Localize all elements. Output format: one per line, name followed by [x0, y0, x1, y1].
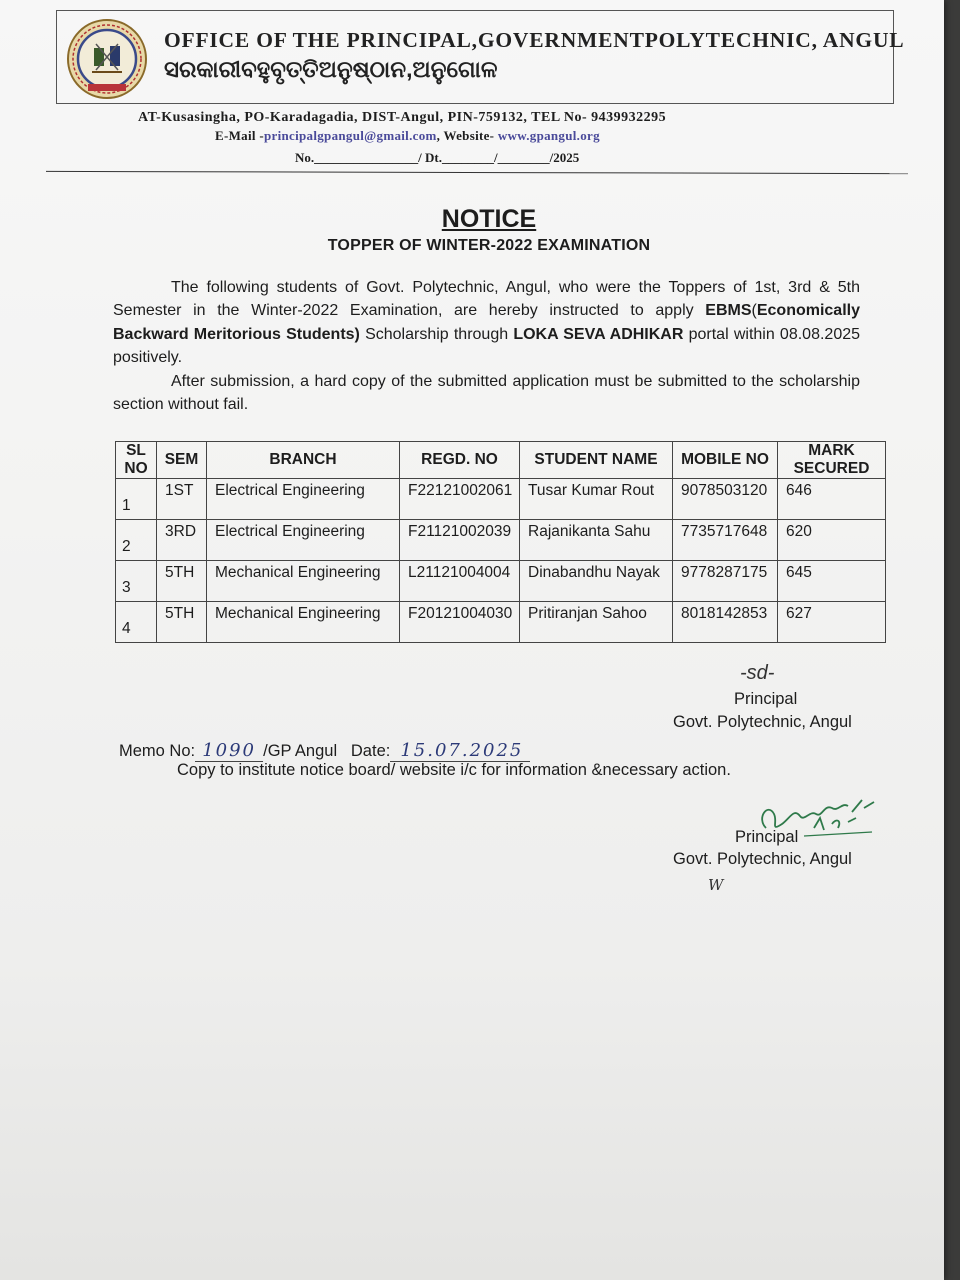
- notice-paragraph-2: [113, 370, 860, 417]
- copy-to-line: Copy to institute notice board/ website i/c for information &necessary action.: [177, 761, 731, 779]
- para1-text-2: Scholarship through: [359, 325, 514, 343]
- cell-branch: Mechanical Engineering: [207, 602, 400, 643]
- cell-mark: 646: [778, 479, 886, 520]
- principal-institution-2: Govt. Polytechnic, Angul: [673, 850, 852, 868]
- cell-student-name: Pritiranjan Sahoo: [520, 602, 673, 643]
- table-row: [116, 602, 886, 643]
- cell-student-name: Tusar Kumar Rout: [520, 479, 673, 520]
- col-regd: REGD. NO: [400, 442, 520, 479]
- cell-branch: Electrical Engineering: [207, 479, 400, 520]
- cell-sem: 5TH: [157, 561, 207, 602]
- contact-line: [215, 128, 600, 144]
- principal-institution: Govt. Polytechnic, Angul: [673, 713, 852, 731]
- cell-regd: F22121002061: [400, 479, 520, 520]
- para1-paren: (: [751, 302, 757, 320]
- col-mark: MARK SECURED: [778, 442, 886, 479]
- principal-designation-2: Principal: [735, 828, 799, 846]
- cell-sl: 1: [116, 479, 157, 520]
- ebms-text: EBMS: [705, 302, 752, 320]
- memo-line: [119, 740, 530, 762]
- header-divider: [46, 171, 908, 174]
- cell-regd: L21121004004: [400, 561, 520, 602]
- memo-date-label: Date:: [350, 742, 391, 760]
- cell-sem: 5TH: [157, 602, 207, 643]
- website-label: , Website-: [436, 128, 495, 143]
- para1-text-3: portal within 08.08.2025 positively.: [113, 325, 861, 366]
- memo-suffix: /GP Angul: [263, 742, 338, 760]
- col-mobile: MOBILE NO: [673, 442, 778, 479]
- memo-date: 15.07.2025: [390, 740, 530, 762]
- table-row: [116, 479, 886, 520]
- email-link[interactable]: principalgpangul@gmail.com: [263, 128, 437, 143]
- cell-student-name: Rajanikanta Sahu: [520, 520, 673, 561]
- notice-paragraph-1: [113, 276, 860, 369]
- cell-regd: F20121004030: [400, 602, 520, 643]
- cell-regd: F21121002039: [400, 520, 520, 561]
- principal-designation: Principal: [734, 690, 798, 708]
- para2-text: After submission, a hard copy of the submitted application must be submitted to the scholarship section without fail.: [113, 373, 860, 414]
- notice-subtitle: TOPPER OF WINTER-2022 EXAMINATION: [327, 237, 651, 254]
- cell-student-name: Dinabandhu Nayak: [520, 561, 673, 602]
- reference-number-line: No.________________/ Dt.________/________/2025: [295, 150, 580, 165]
- cell-sem: 1ST: [157, 479, 207, 520]
- handwritten-initial: W: [708, 876, 724, 894]
- memo-label: Memo No:: [119, 742, 196, 760]
- address-line: AT-Kusasingha, PO-Karadagadia, DIST-Angul, PIN-759132, TEL No- 9439932295: [138, 110, 667, 125]
- col-sl: SL NO: [116, 442, 157, 479]
- toppers-table: [115, 441, 886, 643]
- cell-branch: Mechanical Engineering: [207, 561, 400, 602]
- odia-title: ସରକାରୀବହୁବୃତ୍ତିଅନୁଷ୍ଠାନ,ଅନୁଗୋଳ: [164, 56, 498, 82]
- office-title: OFFICE OF THE PRINCIPAL,GOVERNMENTPOLYTECHNIC, ANGUL: [164, 28, 905, 52]
- table-row: [116, 561, 886, 602]
- sd-mark: -sd-: [740, 662, 775, 684]
- cell-mobile: 9078503120: [673, 479, 778, 520]
- cell-mark: 627: [778, 602, 886, 643]
- cell-mark: 620: [778, 520, 886, 561]
- cell-sl: 3: [116, 561, 157, 602]
- cell-sl: 4: [116, 602, 157, 643]
- email-label: E-Mail -: [215, 128, 264, 143]
- website-link[interactable]: www.gpangul.org: [497, 128, 600, 143]
- table-row: [116, 520, 886, 561]
- table-header-row: [116, 442, 886, 479]
- cell-branch: Electrical Engineering: [207, 520, 400, 561]
- cell-mobile: 9778287175: [673, 561, 778, 602]
- college-logo-icon: [66, 18, 148, 100]
- col-student-name: STUDENT NAME: [520, 442, 673, 479]
- col-branch: BRANCH: [207, 442, 400, 479]
- cell-mark: 645: [778, 561, 886, 602]
- cell-mobile: 7735717648: [673, 520, 778, 561]
- cell-sem: 3RD: [157, 520, 207, 561]
- portal-name: LOKA SEVA ADHIKAR: [513, 325, 684, 343]
- cell-mobile: 8018142853: [673, 602, 778, 643]
- col-sem: SEM: [157, 442, 207, 479]
- notice-title: NOTICE: [441, 205, 537, 233]
- memo-number: 1090: [195, 740, 263, 762]
- para1-text: The following students of Govt. Polytechnic, Angul, who were the Toppers of 1st, 3rd & 5th Semester in the Winter-2022 Examination, are hereby instructed to apply: [113, 279, 860, 320]
- ebms-expansion: Economically Backward Meritorious Students): [113, 302, 860, 343]
- cell-sl: 2: [116, 520, 157, 561]
